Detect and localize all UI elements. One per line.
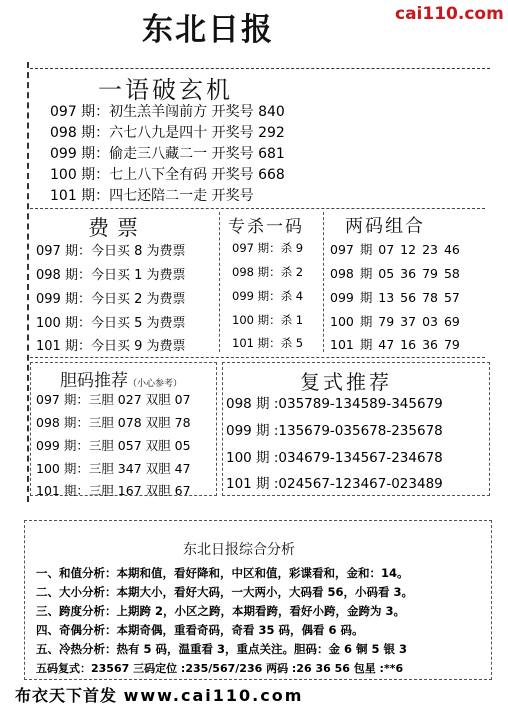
fee-ticket-row: 101 期：今日买 9 为费票 (36, 339, 186, 354)
two-code-row: 099 期 13 56 78 57 (330, 290, 460, 305)
footer (15, 683, 303, 706)
section-divider (323, 212, 324, 352)
footer-slogan: 布衣天下首发 (15, 686, 118, 705)
bile-code-row: 097 期：三胆 027 双胆 07 (36, 392, 191, 407)
analysis-row: 三、跨度分析：上期跨 2，小区之跨，本期看跨，看好小跨，金跨为 3。 (36, 604, 406, 618)
bile-code-title (60, 366, 182, 391)
fee-ticket-row: 097 期：今日买 8 为费票 (36, 244, 186, 259)
footer-url[interactable]: www.cai110.com (123, 686, 304, 705)
riddle-row: 097 期：初生羔羊闯前方 开奖号 840 (50, 104, 285, 120)
analysis-row: 五、冷热分析：热有 5 码，温重看 3，重点关注。胆码：金 6 铜 5 银 3 (36, 642, 408, 656)
section-divider (219, 212, 220, 352)
analysis-row: 一、和值分析：本期和值，看好降和，中区和值，彩谍看和，金和：14。 (36, 566, 409, 580)
fee-ticket-row: 099 期：今日买 2 为费票 (36, 292, 186, 307)
kill-one-row: 099 期：杀 4 (232, 289, 304, 303)
kill-one-row: 100 期：杀 1 (232, 313, 304, 327)
brand-header (0, 0, 508, 48)
riddle-row: 101 期：四七还陪二一走 开奖号 (50, 188, 254, 204)
site-url[interactable]: cai110.com (395, 4, 504, 24)
kill-one-title: 专杀一码 (228, 217, 304, 237)
frame-top-divider (30, 68, 490, 69)
riddle-row: 100 期：七上八下全有码 开奖号 668 (50, 167, 285, 183)
riddle-row: 099 期：偷走三八藏二一 开奖号 681 (50, 146, 285, 162)
fee-ticket-row: 098 期：今日买 1 为费票 (36, 268, 186, 283)
riddle-title: 一语破玄机 (98, 76, 233, 104)
fee-ticket-row: 100 期：今日买 5 为费票 (36, 316, 186, 331)
bile-code-row: 099 期：三胆 057 双胆 05 (36, 438, 191, 453)
multiple-bet-row: 099 期 :135679-035678-235678 (226, 423, 443, 439)
multiple-bet-row: 101 期 :024567-123467-023489 (226, 476, 443, 492)
bile-code-row: 100 期：三胆 347 双胆 47 (36, 461, 191, 476)
kill-one-row: 101 期：杀 5 (232, 336, 304, 350)
two-code-row: 101 期 47 16 36 79 (330, 337, 460, 352)
multiple-bet-row: 098 期 :035789-134589-345679 (226, 396, 443, 412)
bile-code-note: （小心参考） (128, 379, 183, 389)
multiple-bet-row: 100 期 :034679-134567-234678 (226, 450, 443, 466)
bile-code-title-text: 胆码推荐 (60, 371, 128, 391)
middle-top-divider (30, 208, 485, 209)
bile-code-row: 098 期：三胆 078 双胆 78 (36, 415, 191, 430)
analysis-row: 四、奇偶分析：本期奇偶，重看奇码，奇看 35 码，偶看 6 码。 (36, 623, 364, 637)
two-code-row: 100 期 79 37 03 69 (330, 314, 460, 329)
kill-one-row: 098 期：杀 2 (232, 265, 304, 279)
analysis-row: 二、大小分析：本期大小，看好大码，一大两小，大码看 56，小码看 3。 (36, 585, 414, 599)
multiple-bet-title: 复式推荐 (300, 370, 392, 394)
two-code-row: 098 期 05 36 79 58 (330, 266, 460, 281)
middle-bottom-divider (30, 357, 485, 358)
two-code-row: 097 期 07 12 23 46 (330, 242, 460, 257)
bile-code-row: 101 期：三胆 167 双胆 67 (36, 483, 191, 498)
fee-ticket-title: 费票 (88, 216, 146, 240)
frame-left-divider (27, 62, 29, 502)
riddle-row: 098 期：六七八九是四十 开奖号 292 (50, 125, 285, 141)
newspaper-title: 东北日报 (142, 12, 274, 48)
kill-one-row: 097 期：杀 9 (232, 241, 304, 255)
analysis-title: 东北日报综合分析 (183, 542, 295, 558)
analysis-row: 五码复式：23567 三码定位 :235/567/236 两码 :26 36 56 包星 :**6 (36, 662, 404, 675)
two-code-title: 两码组合 (345, 216, 425, 237)
